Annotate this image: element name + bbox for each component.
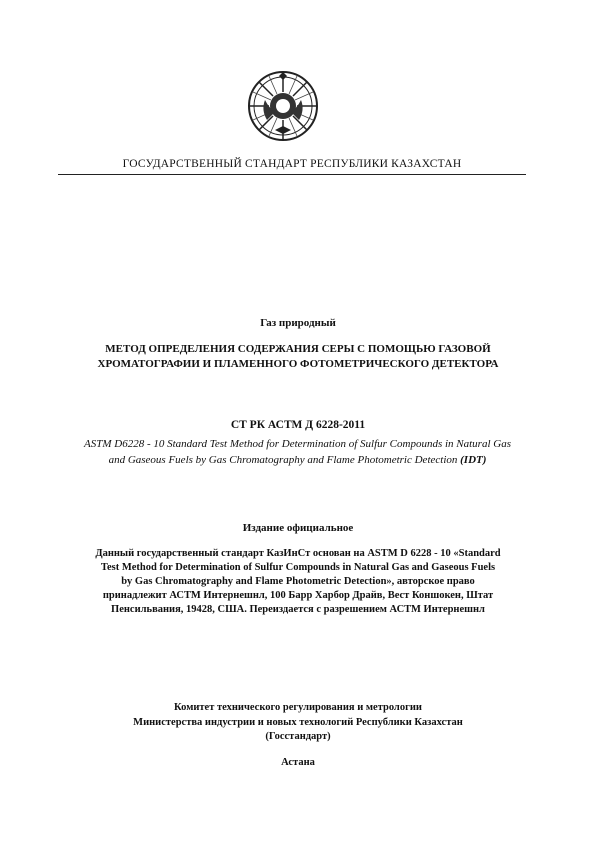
publisher-block bbox=[58, 701, 538, 745]
document-title bbox=[58, 342, 538, 371]
agency-header: ГОСУДАРСТВЕННЫЙ СТАНДАРТ РЕСПУБЛИКИ КАЗАХСТАН bbox=[58, 158, 526, 175]
publication-city: Астана bbox=[281, 757, 315, 768]
notice-line-1: Данный государственный стандарт КазИнСт основан на ASTM D 6228 - 10 «Standard bbox=[95, 548, 501, 559]
notice-line-3: by Gas Chromatography and Flame Photometric Detection», авторское право bbox=[121, 576, 475, 587]
copyright-notice bbox=[56, 547, 540, 617]
english-line-1: ASTM D6228 - 10 Standard Test Method for Determination of Sulfur Compounds in Natural Gas bbox=[84, 438, 511, 450]
state-emblem-icon bbox=[247, 70, 319, 142]
notice-line-4: принадлежит АСТМ Интернешнл, 100 Барр Харбор Драйв, Вест Коншокен, Штат bbox=[102, 590, 494, 601]
publisher-line-2: Министерства индустрии и новых технологий Республики Казахстан bbox=[133, 716, 463, 728]
edition-label: Издание официальное bbox=[242, 522, 354, 534]
title-line-2: ХРОМАТОГРАФИИ И ПЛАМЕННОГО ФОТОМЕТРИЧЕСКОГО ДЕТЕКТОРА bbox=[97, 357, 499, 370]
document-subject: Газ природный bbox=[260, 317, 336, 329]
notice-line-5: Пенсильвания, 19428, США. Переиздается с разрешением АСТМ Интернешнл bbox=[111, 604, 485, 615]
title-line-1: МЕТОД ОПРЕДЕЛЕНИЯ СОДЕРЖАНИЯ СЕРЫ С ПОМОЩЬЮ ГАЗОВОЙ bbox=[105, 343, 491, 355]
idt-tag: (IDT) bbox=[460, 454, 487, 466]
publisher-line-3: (Госстандарт) bbox=[265, 731, 331, 742]
english-line-2 bbox=[50, 452, 545, 468]
publisher-line-1: Комитет технического регулирования и метрологии bbox=[174, 702, 422, 713]
standard-code: СТ РК АСТМ Д 6228-2011 bbox=[230, 419, 366, 431]
english-title bbox=[50, 436, 545, 468]
notice-line-2: Test Method for Determination of Sulfur Compounds in Natural Gas and Gaseous Fuels bbox=[100, 562, 496, 573]
english-line-2-text: and Gaseous Fuels by Gas Chromatography and Flame Photometric Detection bbox=[108, 454, 458, 466]
